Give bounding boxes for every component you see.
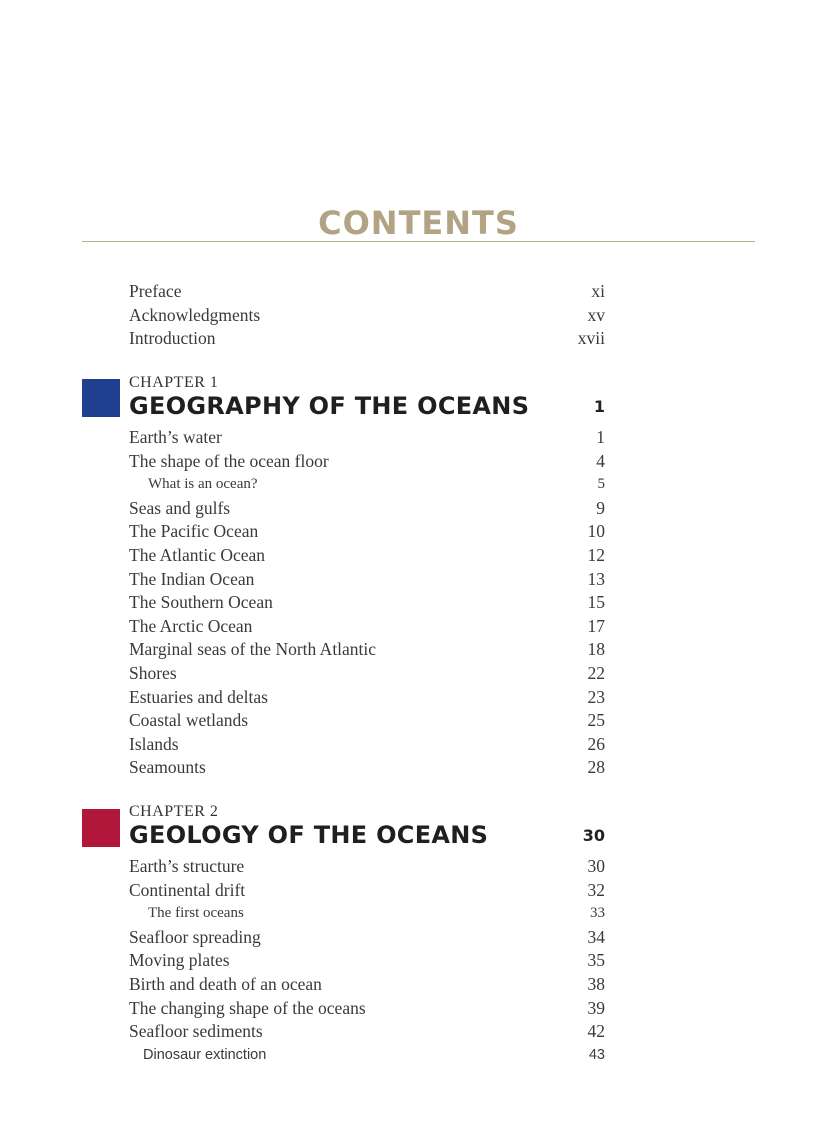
toc-entry-page: 32 [587,879,605,900]
toc-entry-title: Continental drift [129,879,246,900]
toc-entry-title: The shape of the ocean floor [129,450,329,471]
toc-entry[interactable] [129,497,605,521]
toc-entry-page: 13 [587,568,605,589]
toc-entry-title: Introduction [129,328,216,349]
toc-entry-page: 23 [587,686,605,707]
toc-entry-page: 26 [587,733,605,754]
chapter-1-entries [129,426,605,780]
toc-entry[interactable] [129,973,605,997]
toc-entry-title: The Pacific Ocean [129,521,259,542]
toc-entry-title: Seafloor spreading [129,926,261,947]
toc-entry-title: Seafloor sediments [129,1021,263,1042]
toc-entry-title: Seamounts [129,757,206,778]
toc-entry-page: 42 [587,1021,605,1042]
toc-entry[interactable] [129,879,605,903]
toc-entry-title: Earth’s structure [129,856,245,876]
toc-entry-title: The Atlantic Ocean [129,544,266,565]
toc-entry-page: xvii [577,328,605,349]
toc-entry-title: Preface [129,281,182,301]
chapter-2-page: 30 [582,826,605,845]
toc-entry[interactable] [129,949,605,973]
toc-entry-page: 17 [587,615,605,636]
toc-entry-title: Shores [129,662,177,683]
contents-title: CONTENTS [318,204,519,242]
chapter-2-entries [129,855,605,1067]
title-divider [82,241,755,242]
toc-entry-page: 12 [587,544,605,565]
toc-entry[interactable] [129,662,605,686]
toc-entry-title: Marginal seas of the North Atlantic [129,639,377,660]
chapter-1-title: GEOGRAPHY OF THE OCEANS [129,392,530,420]
toc-entry-page: 33 [590,905,605,922]
toc-entry-page: 1 [596,427,605,447]
toc-entry-introduction[interactable] [129,327,605,351]
toc-entry-page: 22 [587,662,605,683]
chapter-1-page: 1 [593,397,605,416]
toc-entry-page: 9 [596,497,605,518]
toc-entry-title: The Indian Ocean [129,568,255,589]
toc-entry-page: xv [587,304,605,325]
toc-entry[interactable] [129,615,605,639]
toc-entry-title: Islands [129,733,179,754]
chapter-2-title: GEOLOGY OF THE OCEANS [129,821,489,849]
toc-entry-title: Acknowledgments [129,304,261,325]
toc-entry-title: Earth’s water [129,427,222,447]
chapter-1-color-marker [82,379,120,417]
chapter-1-label: CHAPTER 1 [129,374,219,391]
toc-entry[interactable] [129,756,605,780]
toc-entry-title: Birth and death of an ocean [129,973,322,994]
toc-entry[interactable] [129,709,605,733]
toc-entry-page: 28 [587,757,605,778]
toc-entry-page: 30 [587,856,605,876]
toc-entry[interactable] [129,686,605,710]
toc-entry-page: 18 [587,639,605,660]
toc-entry[interactable] [129,568,605,592]
toc-entry[interactable] [129,1020,605,1044]
toc-entry[interactable] [129,426,605,450]
toc-entry-page: 35 [587,950,605,971]
toc-entry[interactable] [129,544,605,568]
toc-entry-title: The Southern Ocean [129,592,273,613]
toc-entry-page: 10 [587,521,605,542]
toc-entry[interactable] [129,638,605,662]
chapter-2-color-marker [82,809,120,847]
toc-entry[interactable] [129,997,605,1021]
toc-entry-title: The Arctic Ocean [129,615,253,636]
toc-entry[interactable] [129,926,605,950]
toc-entry[interactable] [129,520,605,544]
toc-entry[interactable] [129,733,605,757]
toc-entry-acknowledgments[interactable] [129,304,605,328]
toc-entry[interactable] [129,450,605,474]
toc-entry-page: 5 [597,476,605,493]
toc-entry-page: 25 [587,710,605,731]
toc-entry-page: 34 [587,926,605,947]
toc-subentry[interactable] [129,902,605,926]
toc-entry-preface[interactable] [129,280,605,304]
toc-entry-title: The changing shape of the oceans [129,997,366,1018]
toc-entry-title: Estuaries and deltas [129,686,268,707]
toc-entry-page: xi [591,281,605,301]
toc-entry[interactable] [129,591,605,615]
toc-entry-title: Seas and gulfs [129,497,231,518]
toc-entry-title: The first oceans [148,905,244,922]
toc-entry-page: 39 [587,997,605,1018]
toc-entry-page: 15 [587,592,605,613]
toc-entry-title: Coastal wetlands [129,710,249,731]
toc-entry-page: 4 [596,450,605,471]
toc-entry-title: Moving plates [129,950,230,971]
toc-entry-title: What is an ocean? [148,476,258,493]
chapter-2-label: CHAPTER 2 [129,803,219,820]
toc-subentry[interactable] [129,1044,605,1068]
toc-entry-page: 43 [588,1046,605,1063]
toc-entry-page: 38 [587,973,605,994]
front-matter-list [129,280,605,351]
toc-subentry[interactable] [129,473,605,497]
toc-entry[interactable] [129,855,605,879]
toc-entry-title: Dinosaur extinction [143,1046,267,1063]
